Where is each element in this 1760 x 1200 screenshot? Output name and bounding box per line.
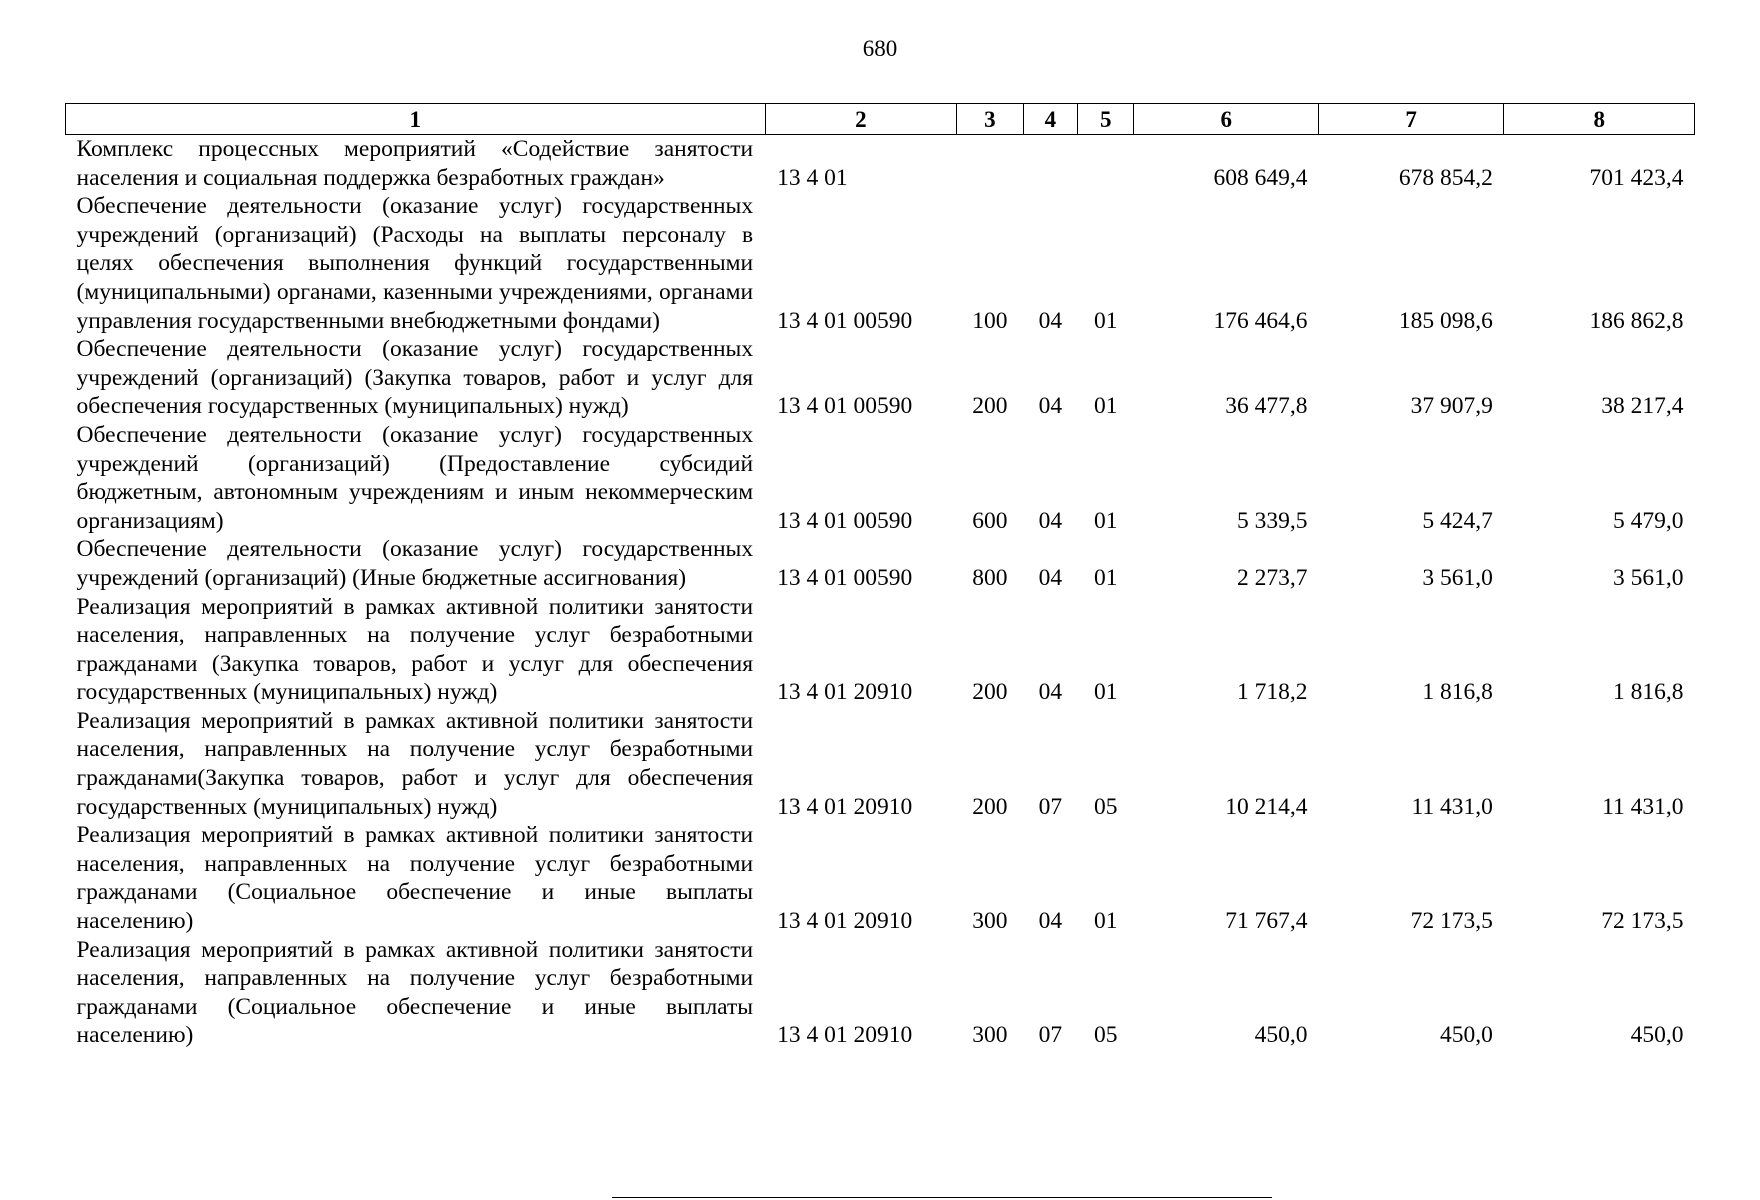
row-amount-col6: 10 214,4 <box>1225 793 1308 820</box>
table-row <box>66 192 1695 335</box>
row-description: Реализация мероприятий в рамках активной политики занятости населения, направленных на получение услуг безработными гражданами (Закупка товаров, работ и услуг для обеспечения государственных (муниципальных) нужд) <box>76 593 754 706</box>
row-amount-col8: 3 561,0 <box>1613 564 1684 591</box>
row-code: 13 4 01 20910 <box>777 1022 913 1049</box>
row-expense-type: 200 <box>972 393 1008 420</box>
row-section: 04 <box>1038 908 1063 935</box>
table-body <box>66 135 1695 1051</box>
table-row <box>66 535 1695 592</box>
row-section: 04 <box>1038 307 1063 334</box>
row-amount-col6: 36 477,8 <box>1225 393 1308 420</box>
table-row <box>66 335 1695 421</box>
row-code: 13 4 01 20910 <box>777 908 913 935</box>
row-amount-col6: 1 718,2 <box>1236 679 1308 706</box>
row-subsection <box>1078 135 1134 193</box>
row-amount-col7: 678 854,2 <box>1398 164 1493 191</box>
column-header-3: 3 <box>957 104 1024 135</box>
row-expense-type: 600 <box>972 507 1008 534</box>
row-amount-col8: 1 816,8 <box>1613 679 1684 706</box>
row-description: Обеспечение деятельности (оказание услуг) государственных учреждений (организаций) (Расходы на выплаты персоналу в целях обеспечения выполнения функций государственными (муниципальными) органами, казенными учреждениями, органами управления государственными внебюджетными фондами) <box>76 193 754 334</box>
row-amount-col6: 608 649,4 <box>1213 164 1308 191</box>
budget-table <box>65 103 1695 1050</box>
row-amount-col8: 11 431,0 <box>1602 793 1684 820</box>
row-section: 04 <box>1038 679 1063 706</box>
row-expense-type: 100 <box>972 307 1008 334</box>
row-amount-col6: 2 273,7 <box>1236 564 1308 591</box>
table-row <box>66 707 1695 821</box>
row-amount-col7: 72 173,5 <box>1410 908 1493 935</box>
table-row <box>66 936 1695 1050</box>
row-code: 13 4 01 <box>777 164 848 191</box>
row-code: 13 4 01 00590 <box>777 564 913 591</box>
row-expense-type: 300 <box>972 1022 1008 1049</box>
row-subsection: 05 <box>1094 793 1118 820</box>
row-expense-type: 800 <box>972 564 1008 591</box>
page-number: 680 <box>862 36 898 61</box>
header-row <box>66 104 1695 135</box>
row-expense-type <box>957 135 1024 193</box>
row-code: 13 4 01 00590 <box>777 307 913 334</box>
row-description: Комплекс процессных мероприятий «Содействие занятости населения и социальная поддержка безработных граждан» <box>76 136 754 191</box>
row-description: Обеспечение деятельности (оказание услуг) государственных учреждений (организаций) (Закупка товаров, работ и услуг для обеспечения государственных (муниципальных) нужд) <box>76 336 754 420</box>
row-code: 13 4 01 20910 <box>777 793 913 820</box>
row-amount-col6: 71 767,4 <box>1225 908 1308 935</box>
column-header-8: 8 <box>1504 104 1695 135</box>
row-section: 07 <box>1038 793 1063 820</box>
row-description: Обеспечение деятельности (оказание услуг) государственных учреждений (организаций) (Предоставление субсидий бюджетным, автономным учреждениям и иным некоммерческим организациям) <box>76 421 754 534</box>
table-row <box>66 593 1695 707</box>
row-amount-col7: 3 561,0 <box>1422 564 1493 591</box>
row-amount-col6: 450,0 <box>1254 1022 1308 1049</box>
row-subsection: 01 <box>1094 393 1118 420</box>
row-description: Реализация мероприятий в рамках активной политики занятости населения, направленных на получение услуг безработными гражданами (Социальное обеспечение и иные выплаты населению) <box>76 822 754 935</box>
column-header-4: 4 <box>1023 104 1077 135</box>
row-description: Реализация мероприятий в рамках активной политики занятости населения, направленных на получение услуг безработными гражданами(Закупка товаров, работ и услуг для обеспечения государственных (муниципальных) нужд) <box>76 707 754 820</box>
row-code: 13 4 01 00590 <box>777 507 913 534</box>
row-amount-col8: 186 862,8 <box>1589 307 1684 334</box>
row-amount-col7: 5 424,7 <box>1422 507 1493 534</box>
row-section: 04 <box>1038 507 1063 534</box>
row-amount-col7: 450,0 <box>1440 1022 1493 1049</box>
row-amount-col8: 38 217,4 <box>1601 393 1684 420</box>
table-row <box>66 821 1695 935</box>
row-code: 13 4 01 20910 <box>777 679 913 706</box>
row-amount-col7: 37 907,9 <box>1410 393 1493 420</box>
row-amount-col8: 450,0 <box>1630 1022 1684 1049</box>
row-expense-type: 200 <box>972 793 1008 820</box>
row-description: Реализация мероприятий в рамках активной политики занятости населения, направленных на получение услуг безработными гражданами (Социальное обеспечение и иные выплаты населению) <box>76 936 754 1049</box>
column-header-7: 7 <box>1318 104 1503 135</box>
row-amount-col7: 1 816,8 <box>1422 679 1493 706</box>
row-subsection: 01 <box>1094 507 1118 534</box>
row-description: Обеспечение деятельности (оказание услуг) государственных учреждений (организаций) (Иные бюджетные ассигнования) <box>76 536 754 591</box>
row-amount-col6: 176 464,6 <box>1213 307 1308 334</box>
row-section <box>1023 135 1077 193</box>
row-subsection: 01 <box>1094 307 1118 334</box>
row-amount-col7: 185 098,6 <box>1398 307 1493 334</box>
row-section: 07 <box>1038 1022 1063 1049</box>
row-amount-col7: 11 431,0 <box>1411 793 1493 820</box>
table-row <box>66 421 1695 535</box>
row-amount-col8: 72 173,5 <box>1601 908 1684 935</box>
bottom-divider <box>612 1197 1272 1198</box>
row-subsection: 01 <box>1094 908 1118 935</box>
row-amount-col8: 5 479,0 <box>1613 507 1684 534</box>
row-code: 13 4 01 00590 <box>777 393 913 420</box>
row-subsection: 01 <box>1094 679 1118 706</box>
row-section: 04 <box>1038 393 1063 420</box>
table-header <box>66 104 1695 135</box>
row-amount-col6: 5 339,5 <box>1236 507 1308 534</box>
row-subsection: 05 <box>1094 1022 1118 1049</box>
table-row <box>66 135 1695 193</box>
column-header-2: 2 <box>765 104 957 135</box>
row-subsection: 01 <box>1094 564 1118 591</box>
column-header-1: 1 <box>66 104 766 135</box>
column-header-6: 6 <box>1134 104 1318 135</box>
column-header-5: 5 <box>1078 104 1134 135</box>
row-amount-col8: 701 423,4 <box>1589 164 1684 191</box>
row-section: 04 <box>1038 564 1063 591</box>
row-expense-type: 200 <box>972 679 1008 706</box>
row-expense-type: 300 <box>972 908 1008 935</box>
